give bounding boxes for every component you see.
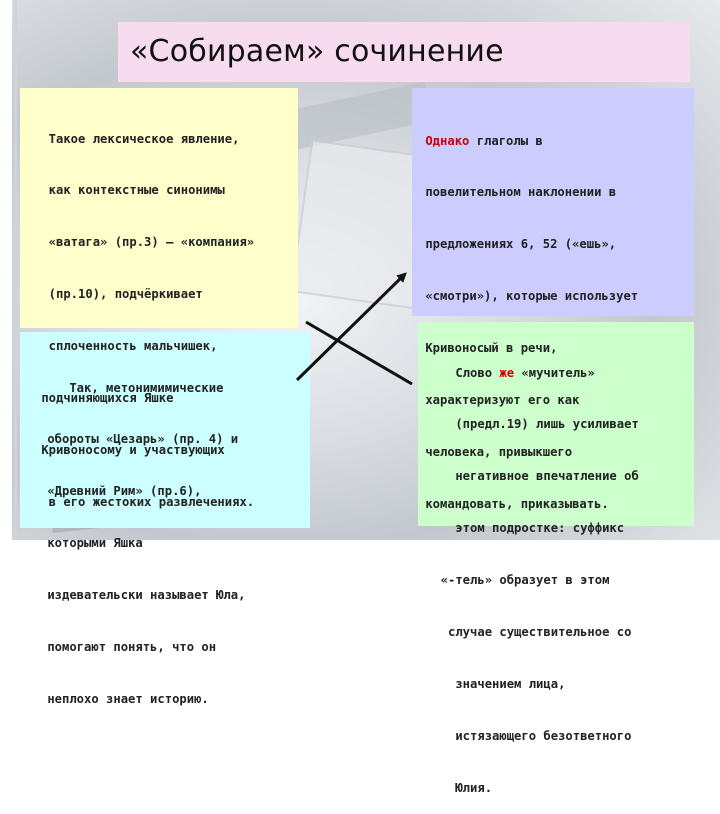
text-line: «Древний Рим» (пр.6), [40, 484, 202, 499]
text-line: Так, метонимимические [40, 380, 224, 395]
text-line: издевательски называет Юла, [40, 588, 246, 603]
text-line: значением лица, [426, 676, 566, 691]
text-fragment: «мучитель» [514, 365, 595, 380]
text-line: этом подростке: суффикс [426, 521, 625, 536]
text-line: обороты «Цезарь» (пр. 4) и [40, 432, 239, 447]
text-line: в его жестоких развлечениях. [34, 494, 255, 509]
text-line: истязающего безответного [426, 728, 632, 743]
text-line: Кривоносый в речи, [418, 341, 558, 356]
highlight-word: Однако [425, 133, 470, 148]
text-fragment: глаголы в [469, 133, 543, 148]
text-line: Юлия. [426, 780, 493, 795]
text-line: помогают понять, что он [40, 640, 217, 655]
text-line: Кривоносому и участвующих [34, 442, 225, 457]
highlight-word: же [499, 365, 515, 380]
text-line: повелительном наклонении в [418, 185, 617, 200]
text-line: случае существительное со [426, 625, 632, 640]
text-line: сплоченность мальчишек, [34, 339, 218, 354]
text-line: негативное впечатление об [426, 469, 639, 484]
text-line: Такое лексическое явление, [34, 131, 240, 146]
text-line: подчиняющихся Яшке [34, 391, 174, 406]
text-line: «ватага» (пр.3) – «компания» [34, 235, 255, 250]
text-line: предложениях 6, 52 («ешь», [418, 237, 617, 252]
cross-line-icon [306, 322, 412, 384]
text-line: неплохо знает историю. [40, 691, 209, 706]
text-line: человека, привыкшего [418, 444, 573, 459]
text-line: «смотри»), которые использует [418, 289, 639, 304]
text-line: которыми Яшка [40, 536, 143, 551]
text-line: «-тель» образует в этом [426, 573, 610, 588]
text-line: как контекстные синонимы [34, 183, 225, 198]
text-fragment: Слово [426, 365, 500, 380]
text-line: (предл.19) лишь усиливает [426, 417, 639, 432]
slide-title: «Собираем» сочинение [130, 34, 504, 69]
text-line: (пр.10), подчёркивает [34, 287, 203, 302]
text-line: командовать, приказывать. [418, 496, 609, 511]
text-line: характеризуют его как [418, 393, 580, 408]
